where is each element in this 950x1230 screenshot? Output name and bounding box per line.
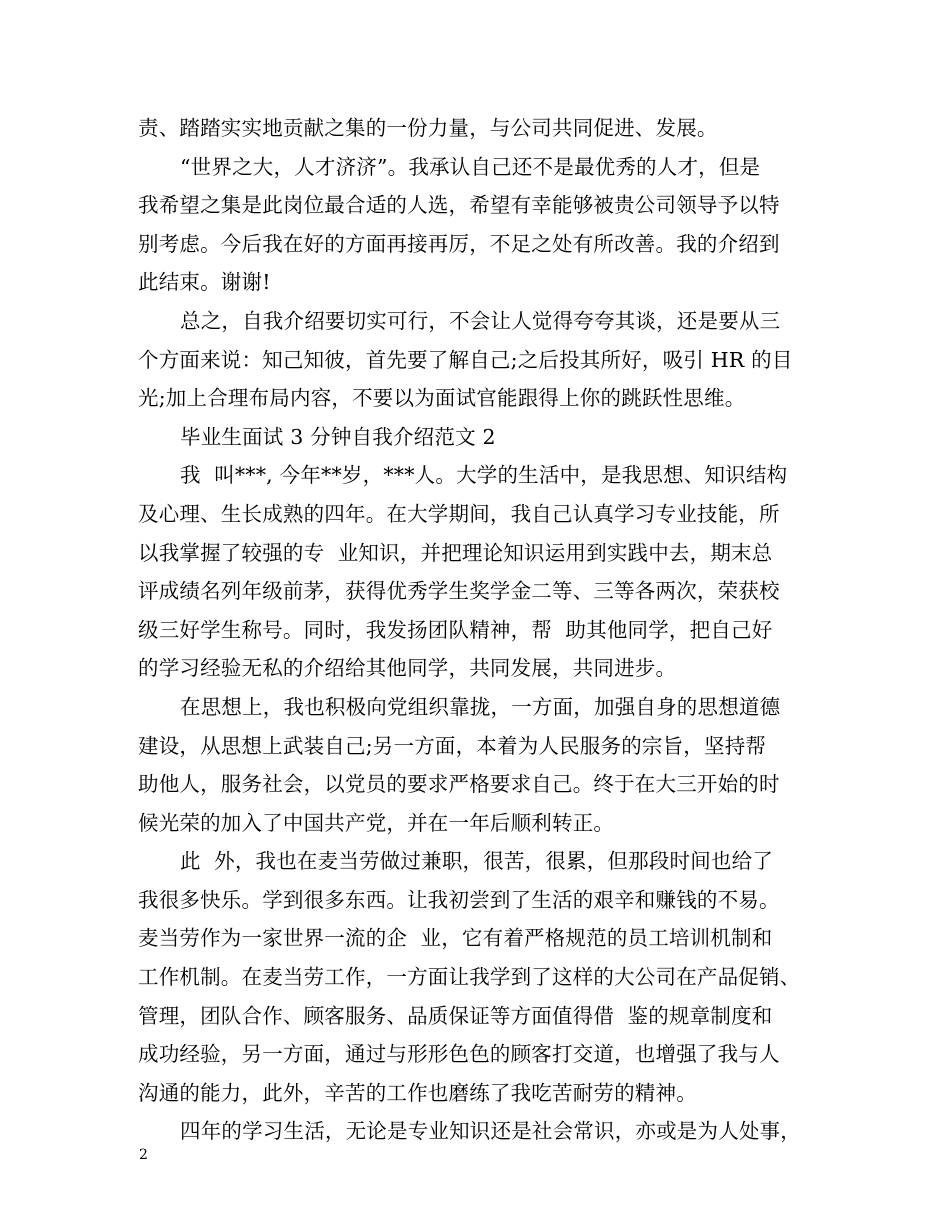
text-line: 的学习经验无私的介绍给其他同学，共同发展，共同进步。 [138,656,677,681]
text-line: 沟通的能力，此外，辛苦的工作也磨练了我吃苦耐劳的精神。 [138,1080,697,1105]
text-line: 此 外，我也在麦当劳做过兼职，很苦，很累，但那段时间也给了 [180,849,774,874]
text-line: 候光荣的加入了中国共产党，并在一年后顺利转正。 [138,810,615,835]
text-line: 评成绩名列年级前茅，获得优秀学生奖学金二等、三等各两次，荣获校 [138,579,780,604]
text-line: 四年的学习生活，无论是专业知识还是社会常识，亦或是为人处事， [180,1119,801,1144]
document-body [138,109,838,1151]
text-line: 总之，自我介绍要切实可行，不会让人觉得夸夸其谈，还是要从三 [180,308,781,333]
text-line: 成功经验，另一方面，通过与形形色色的顾客打交道，也增强了我与人 [138,1042,780,1067]
text-line: 及心理、生长成熟的四年。在大学期间，我自己认真学习专业技能，所 [138,501,780,526]
section-heading: 毕业生面试 3 分钟自我介绍范文 2 [180,424,496,449]
text-line: 麦当劳作为一家世界一流的企 业，它有着严格规范的员工培训机制和 [138,926,773,951]
text-line: 管理，团队合作、顾客服务、品质保证等方面值得借 鉴的规章制度和 [138,1003,773,1028]
text-line: 建设，从思想上武装自己;另一方面，本着为人民服务的宗旨，坚持帮 [138,733,767,758]
text-line: 责、踏踏实实地贡献之集的一份力量，与公司共同促进、发展。 [138,116,718,140]
text-line: 助他人，服务社会，以党员的要求严格要求自己。终于在大三开始的时 [138,772,780,797]
text-line: 光;加上合理布局内容，不要以为面试官能跟得上你的跳跃性思维。 [138,386,746,411]
text-line: 工作机制。在麦当劳工作，一方面让我学到了这样的大公司在产品促销、 [138,965,801,990]
text-line: 在思想上，我也积极向党组织靠拢，一方面，加强自身的思想道德 [180,694,781,719]
text-line: 此结束。谢谢! [138,270,271,295]
page-number: 2 [139,1147,148,1163]
text-line: 我希望之集是此岗位最合适的人选，希望有幸能够被贵公司领导予以特 [138,193,780,218]
text-line: “世界之大，人才济济”。我承认自己还不是最优秀的人才，但是 [180,154,761,179]
text-line: 我 叫***, 今年**岁，***人。大学的生活中，是我思想、知识结构 [180,463,788,488]
text-line: 别考虑。今后我在好的方面再接再厉，不足之处有所改善。我的介绍到 [138,231,780,256]
text-line: 级三好学生称号。同时，我发扬团队精神，帮 助其他同学，把自己好 [138,617,773,642]
text-line: 以我掌握了较强的专 业知识，并把理论知识运用到实践中去，期末总 [138,540,773,565]
text-line: 我很多快乐。学到很多东西。让我初尝到了生活的艰辛和赚钱的不易。 [138,887,780,912]
text-line: 个方面来说：知己知彼，首先要了解自己;之后投其所好，吸引 HR 的目 [138,347,793,372]
